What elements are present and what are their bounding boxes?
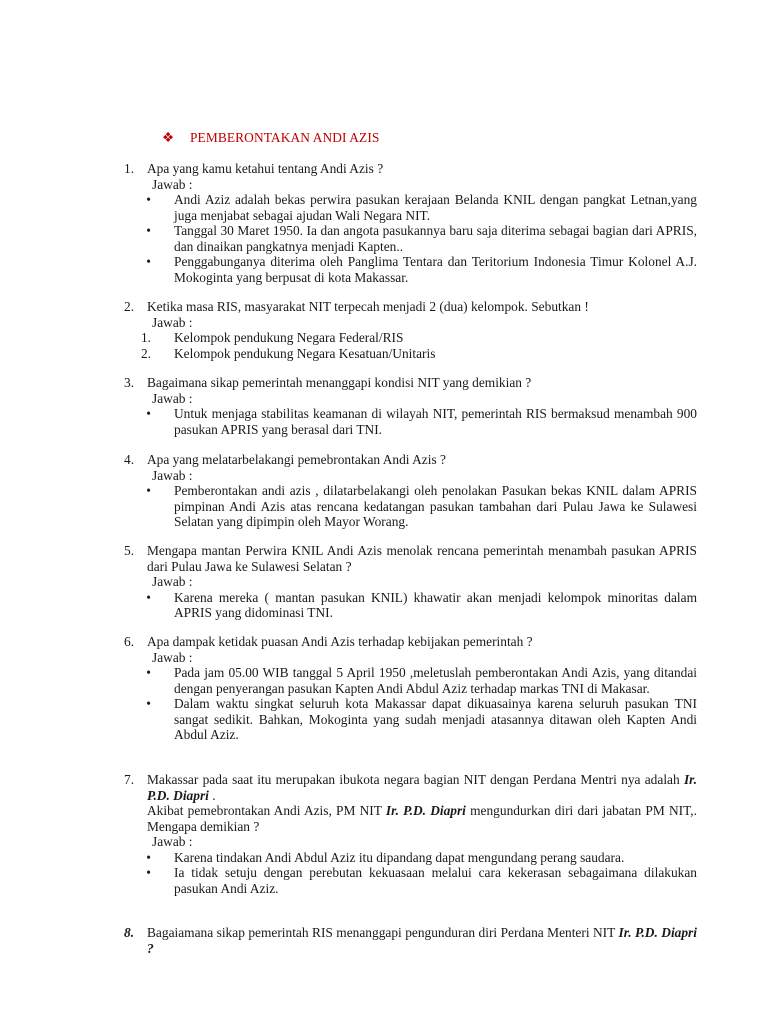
question-number: 5. xyxy=(124,543,135,558)
answer-label: Jawab : xyxy=(152,834,193,849)
question-continuation: Akibat pemebrontakan Andi Azis, PM NIT Ir. P.D. Diapri mengundurkan diri dari jabatan PM NIT,. Mengapa demikian ? xyxy=(147,803,697,834)
answer-list xyxy=(124,406,697,437)
answer-label: Jawab : xyxy=(152,467,193,483)
question-text: Bagaimana sikap pemerintah menanggapi kondisi NIT yang demikian ? xyxy=(147,375,532,390)
bullet-icon: • xyxy=(146,696,151,711)
answer-label: Jawab : xyxy=(152,574,193,589)
answer-list xyxy=(124,850,697,897)
section-title-text: PEMBERONTAKAN ANDI AZIS xyxy=(190,130,380,145)
section-title xyxy=(162,130,379,146)
list-item: • Untuk menjaga stabilitas keamanan di wilayah NIT, pemerintah RIS bermaksud menambah 900 pasukan APRIS yang berasal dari TNI. xyxy=(124,406,697,437)
question-number: 2. xyxy=(124,299,135,314)
answer-label: Jawab : xyxy=(152,649,193,665)
list-item: 1. Kelompok pendukung Negara Federal/RIS xyxy=(124,330,697,346)
bullet-icon: • xyxy=(146,254,151,269)
person-name: Ir. P.D. Diapri xyxy=(147,772,697,803)
list-item: • Penggabunganya diterima oleh Panglima Tentara dan Teritorium Indonesia Timur Kolonel A.J. Mokoginta yang berpusat di kota Makassar. xyxy=(124,254,697,285)
diamond-bullet-icon: ❖ xyxy=(162,130,175,145)
question-number: 7. xyxy=(124,772,135,787)
question-text: Apa yang melatarbelakangi pemebrontakan Andi Azis ? xyxy=(147,452,446,467)
answer-list xyxy=(124,483,697,530)
bullet-icon: • xyxy=(146,223,151,238)
bullet-icon: • xyxy=(146,849,151,865)
question-text: Bagaiamana sikap pemerintah RIS menanggapi pengunduran diri Perdana Menteri NIT Ir. P.D. Diapri ? xyxy=(147,925,697,956)
question-1 xyxy=(124,161,697,285)
question-6 xyxy=(124,634,697,743)
list-item: • Karena tindakan Andi Abdul Aziz itu dipandang dapat mengundang perang saudara. xyxy=(124,850,697,866)
question-number: 1. xyxy=(124,161,135,176)
answer-list xyxy=(124,665,697,743)
answer-list xyxy=(124,330,697,361)
question-7 xyxy=(124,772,697,896)
list-number: 1. xyxy=(140,330,151,345)
bullet-icon: • xyxy=(146,406,151,421)
list-item: 2. Kelompok pendukung Negara Kesatuan/Unitaris xyxy=(124,346,697,362)
answer-label: Jawab : xyxy=(152,314,193,330)
question-2 xyxy=(124,299,697,361)
question-number: 6. xyxy=(124,634,135,649)
list-item: • Andi Aziz adalah bekas perwira pasukan kerajaan Belanda KNIL dengan pangkat Letnan,yang juga menjabat sebagai ajudan Wali Negara NIT. xyxy=(124,192,697,223)
question-number: 3. xyxy=(124,375,135,390)
question-3 xyxy=(124,375,697,437)
bullet-icon: • xyxy=(146,483,151,498)
list-number: 2. xyxy=(140,345,151,361)
question-4 xyxy=(124,452,697,530)
answer-list xyxy=(124,590,697,621)
question-text: Apa yang kamu ketahui tentang Andi Azis ? xyxy=(147,161,384,176)
answer-label: Jawab : xyxy=(152,176,193,192)
question-text: Apa dampak ketidak puasan Andi Azis terhadap kebijakan pemerintah ? xyxy=(147,634,533,649)
question-5 xyxy=(124,543,697,621)
bullet-icon: • xyxy=(146,192,151,207)
question-text: Mengapa mantan Perwira KNIL Andi Azis menolak rencana pemerintah menambah pasukan APRIS dari Pulau Jawa ke Sulawesi Selatan ? xyxy=(147,543,697,574)
list-item: • Pada jam 05.00 WIB tanggal 5 April 1950 ,meletuslah pemberontakan Andi Azis, yang ditandai dengan penyerangan pasukan Kapten Andi Abdul Aziz terhadap markas TNI di Makasar. xyxy=(124,665,697,696)
person-name: Ir. P.D. Diapri ? xyxy=(147,925,697,956)
person-name: Ir. P.D. Diapri xyxy=(385,803,466,818)
answer-label: Jawab : xyxy=(152,390,193,406)
question-8 xyxy=(124,925,697,956)
list-item: • Karena mereka ( mantan pasukan KNIL) khawatir akan menjadi kelompok minoritas dalam APRIS yang didominasi TNI. xyxy=(124,590,697,621)
answer-list xyxy=(124,192,697,285)
question-number: 8. xyxy=(124,925,135,940)
question-number: 4. xyxy=(124,452,135,467)
list-item: • Tanggal 30 Maret 1950. Ia dan angota pasukannya baru saja diterima sebagai bagian dari APRIS, dan dinaikan pangkatnya menjadi Kapten.. xyxy=(124,223,697,254)
list-item: • Dalam waktu singkat seluruh kota Makassar dapat dikuasainya karena seluruh pasukan TNI sangat sedikit. Bahkan, Mokoginta yang sudah menjadi atasannya ditawan oleh Kapten Andi Abdul Aziz. xyxy=(124,696,697,743)
question-text: Makassar pada saat itu merupakan ibukota negara bagian NIT dengan Perdana Mentri nya adalah Ir. P.D. Diapri . xyxy=(147,772,697,803)
bullet-icon: • xyxy=(146,589,151,605)
bullet-icon: • xyxy=(146,665,151,680)
question-text: Ketika masa RIS, masyarakat NIT terpecah menjadi 2 (dua) kelompok. Sebutkan ! xyxy=(147,299,589,314)
list-item: • Pemberontakan andi azis , dilatarbelakangi oleh penolakan Pasukan bekas KNIL dalam APRIS pimpinan Andi Azis atas rencana kedatangan pasukan tambahan dari Pulau Jawa ke Sulawesi Selatan yang dipimpin oleh Mayor Worang. xyxy=(124,483,697,530)
list-item: • Ia tidak setuju dengan perebutan kekuasaan melalui cara kekerasan sebagaimana dilakukan pasukan Andi Aziz. xyxy=(124,865,697,896)
bullet-icon: • xyxy=(146,865,151,880)
